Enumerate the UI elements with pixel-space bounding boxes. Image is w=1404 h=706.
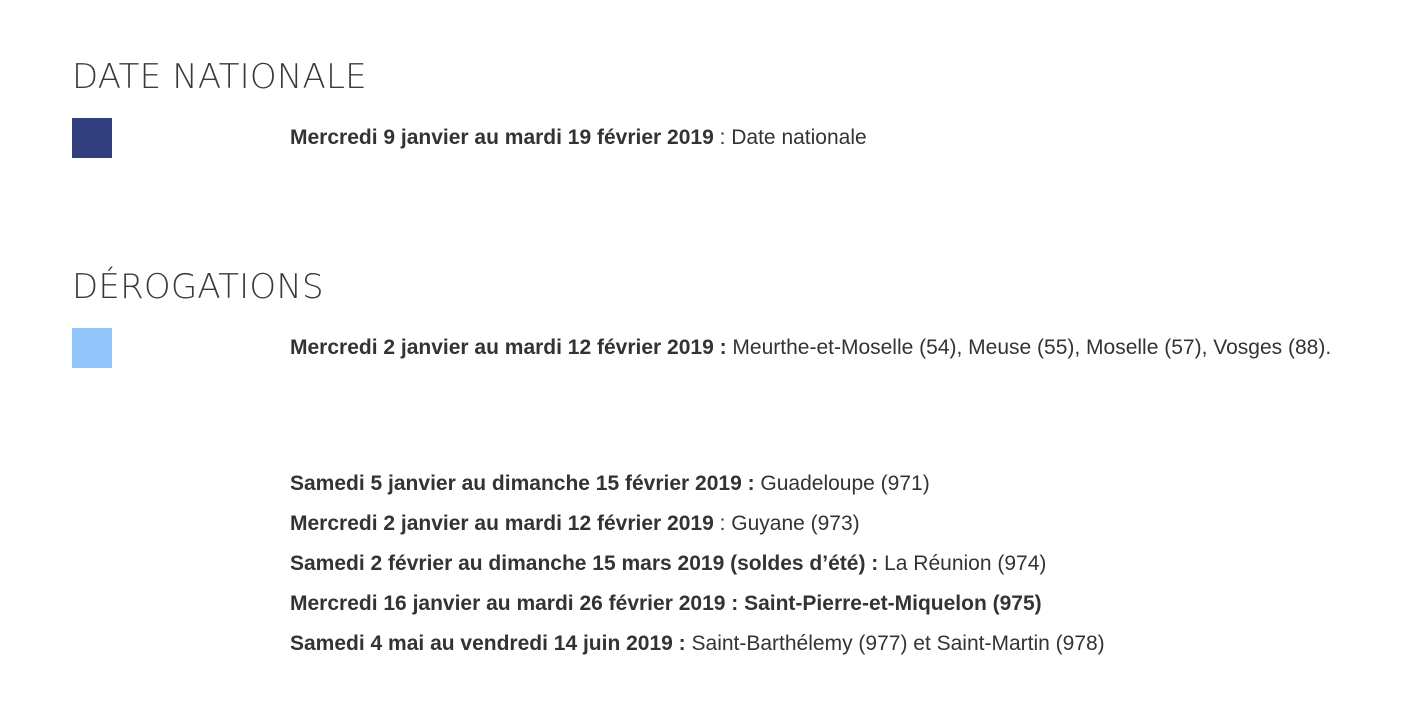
derogation-item [290,624,1360,664]
date-nationale-description: : Date nationale [713,126,867,149]
derogation-item-period: Samedi 4 mai au vendredi 14 juin 2019 : [290,632,686,655]
section-title-date-nationale: DATE NATIONALE [72,57,367,97]
derogation-item [290,464,1360,504]
date-nationale-entry [290,118,1360,158]
derogation-list [290,464,1360,664]
section-title-derogations: DÉROGATIONS [72,267,324,307]
derogation-item [290,584,1360,624]
derogation-item-period: Samedi 2 février au dimanche 15 mars 2019 (soldes d’été) : [290,552,879,575]
derogation-item-period: Samedi 5 janvier au dimanche 15 février 2019 : [290,472,755,495]
derogation-item [290,504,1360,544]
derogation-main-entry [290,328,1360,368]
derogation-item-region: : Guyane (973) [713,512,860,535]
derogation-item-region: La Réunion (974) [878,552,1047,575]
derogation-main-period: Mercredi 2 janvier au mardi 12 février 2019 : [290,336,727,359]
date-nationale-period: Mercredi 9 janvier au mardi 19 février 2019 [290,126,714,149]
legend-swatch-derogations [72,328,112,368]
derogation-item [290,544,1360,584]
derogation-item-region: Guadeloupe (971) [754,472,930,495]
derogation-item-period: Mercredi 16 janvier au mardi 26 février 2019 : Saint-Pierre-et-Miquelon (975) [290,592,1042,615]
derogation-item-region: Saint-Barthélemy (977) et Saint-Martin (978) [685,632,1105,655]
derogation-item-period: Mercredi 2 janvier au mardi 12 février 2019 [290,512,714,535]
derogation-main-regions: Meurthe-et-Moselle (54), Meuse (55), Moselle (57), Vosges (88). [726,336,1332,359]
legend-swatch-date-nationale [72,118,112,158]
